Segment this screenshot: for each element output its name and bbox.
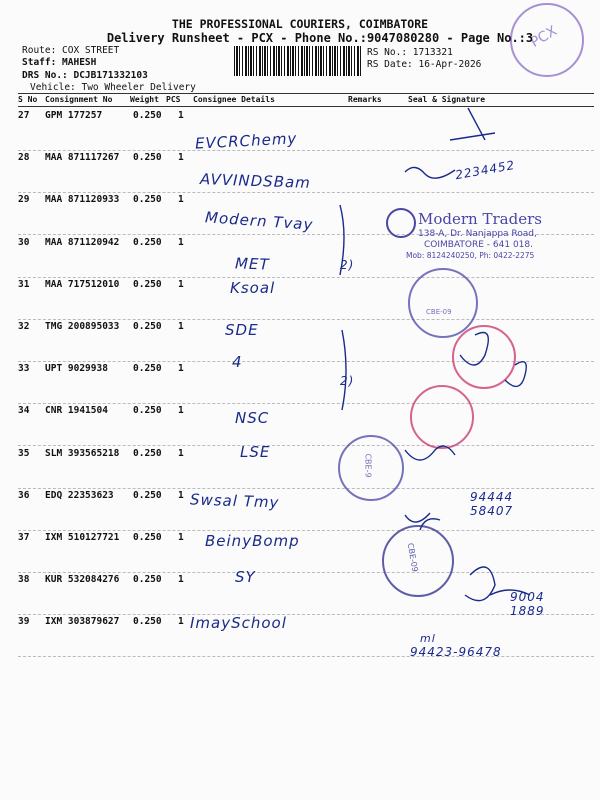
row-weight: 0.250: [133, 574, 162, 585]
row-consignee-handwriting: SY: [235, 568, 256, 586]
row-consignee-handwriting: AVVINDSBam: [199, 170, 312, 192]
col-consignee: Consignee Details: [193, 95, 275, 104]
row-weight: 0.250: [133, 237, 162, 248]
row-sno: 29: [18, 194, 30, 205]
row-consignment-no: SLM 393565218: [45, 448, 120, 459]
col-pcs: PCS: [166, 95, 181, 104]
row-pcs: 1: [178, 321, 184, 332]
row-sno: 36: [18, 490, 30, 501]
row-consignee-handwriting: MET: [234, 254, 270, 274]
row-sno: 32: [18, 321, 30, 332]
row-sno: 33: [18, 363, 30, 374]
bracket-note-2: 2): [340, 374, 355, 388]
modern-address1: 138-A, Dr. Nanjappa Road,: [418, 229, 537, 239]
pcx-stamp-text: PCX: [527, 23, 560, 51]
cbe-stamp-text-3: CBE-09: [405, 542, 420, 573]
row-sno: 37: [18, 532, 30, 543]
phone-note-3: 9004 1889: [510, 590, 545, 618]
modern-name: Modern Traders: [418, 210, 542, 228]
row-sno: 31: [18, 279, 30, 290]
row-consignment-no: UPT 9029938: [45, 363, 108, 374]
row-consignment-no: MAA 871120933: [45, 194, 120, 205]
row-consignee-handwriting: Ksoal: [230, 279, 276, 297]
row-consignment-no: MAA 717512010: [45, 279, 120, 290]
row-consignee-handwriting: Swsal Tmy: [189, 490, 280, 512]
row-consignee-handwriting: BeinyBomp: [205, 532, 300, 550]
row-weight: 0.250: [133, 448, 162, 459]
company-title: THE PROFESSIONAL COURIERS, COIMBATORE: [171, 17, 429, 31]
row-pcs: 1: [178, 152, 184, 163]
row-weight: 0.250: [133, 490, 162, 501]
rs-number: RS No.: 1713321: [367, 47, 453, 58]
col-sno: S No: [18, 95, 38, 104]
row-consignee-handwriting: LSE: [240, 443, 271, 461]
row-pcs: 1: [178, 279, 184, 290]
row-consignee-handwriting: ImaySchool: [190, 614, 287, 632]
row-sno: 34: [18, 405, 30, 416]
row-weight: 0.250: [133, 363, 162, 374]
row-sno: 28: [18, 152, 30, 163]
row-pcs: 1: [178, 110, 184, 121]
row-sno: 27: [18, 110, 30, 121]
signature-37: [405, 513, 440, 530]
rs-date: RS Date: 16-Apr-2026: [367, 59, 482, 70]
drs-label: DRS No.: DCJB171332103: [22, 70, 148, 81]
col-consignment: Consignment No: [45, 95, 113, 104]
row-consignment-no: MAA 871117267: [45, 152, 120, 163]
phone-note-4: 94423-96478: [410, 645, 502, 659]
row-pcs: 1: [178, 574, 184, 585]
signature-38: [465, 567, 530, 601]
row-consignment-no: KUR 532084276: [45, 574, 120, 585]
bracket-32-33: [342, 330, 346, 410]
row-pcs: 1: [178, 405, 184, 416]
row-sno: 35: [18, 448, 30, 459]
col-weight: Weight: [130, 95, 159, 104]
ml-note: ml: [420, 632, 436, 645]
row-sno: 30: [18, 237, 30, 248]
row-weight: 0.250: [133, 110, 162, 121]
signature-28: [405, 167, 455, 178]
row-pcs: 1: [178, 532, 184, 543]
cbe-stamp-text: CBE-09: [426, 308, 452, 316]
bracket-note-1: 2): [340, 258, 355, 272]
row-consignment-no: CNR 1941504: [45, 405, 108, 416]
row-pcs: 1: [178, 616, 184, 627]
row-consignee-handwriting: SDE: [225, 321, 259, 339]
row-pcs: 1: [178, 448, 184, 459]
runsheet-subtitle: Delivery Runsheet - PCX - Phone No.:9047080280 - Page No.:3: [106, 31, 534, 45]
row-sno: 39: [18, 616, 30, 627]
row-pcs: 1: [178, 363, 184, 374]
row-pcs: 1: [178, 194, 184, 205]
row-consignment-no: IXM 303879627: [45, 616, 120, 627]
cbe-stamp-text-2: CBE-9: [363, 453, 373, 478]
row-consignee-handwriting: 4: [232, 353, 243, 371]
row-pcs: 1: [178, 490, 184, 501]
signature-35: [405, 446, 455, 460]
vehicle-label: Vehicle: Two Wheeler Delivery: [30, 82, 196, 93]
row-consignment-no: EDQ 22353623: [45, 490, 114, 501]
bracket-29-30: [340, 205, 344, 275]
row-weight: 0.250: [133, 405, 162, 416]
signature-27: [450, 108, 495, 140]
row-weight: 0.250: [133, 532, 162, 543]
row-consignee-handwriting: Modern Tvay: [204, 208, 314, 234]
signature-33: [460, 333, 526, 387]
row-weight: 0.250: [133, 279, 162, 290]
row-consignee-handwriting: EVCRChemy: [194, 129, 298, 153]
row-weight: 0.250: [133, 194, 162, 205]
col-seal: Seal & Signature: [408, 95, 486, 104]
staff-label: Staff: MAHESH: [22, 57, 97, 68]
col-remarks: Remarks: [348, 95, 382, 104]
route-label: Route: COX STREET: [22, 45, 120, 56]
row-consignee-handwriting: NSC: [235, 409, 270, 427]
row-consignment-no: GPM 177257: [45, 110, 103, 121]
row-sno: 38: [18, 574, 30, 585]
row-consignment-no: TMG 200895033: [45, 321, 120, 332]
row-pcs: 1: [178, 237, 184, 248]
row-weight: 0.250: [133, 616, 162, 627]
phone-note-1: 2234452: [454, 157, 517, 183]
row-weight: 0.250: [133, 152, 162, 163]
modern-phone: Mob: 8124240250, Ph: 0422-2275: [406, 251, 535, 260]
row-consignment-no: IXM 510127721: [45, 532, 120, 543]
row-consignment-no: MAA 871120942: [45, 237, 120, 248]
row-weight: 0.250: [133, 321, 162, 332]
modern-address2: COIMBATORE - 641 018.: [424, 240, 533, 250]
phone-note-2: 94444 58407: [470, 490, 514, 518]
